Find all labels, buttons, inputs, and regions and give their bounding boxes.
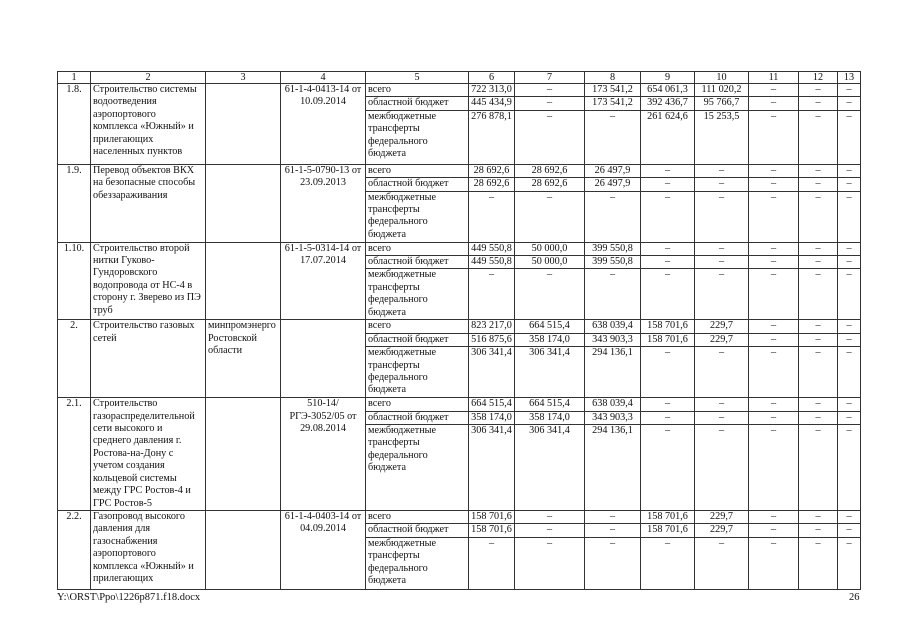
value-cell: 173 541,2	[585, 97, 641, 110]
funding-source: областной бюджет	[366, 178, 469, 191]
value-cell: –	[749, 110, 799, 164]
value-cell: –	[749, 425, 799, 511]
value-cell: 516 875,6	[469, 333, 515, 346]
value-cell: 158 701,6	[641, 524, 695, 537]
value-cell: –	[641, 178, 695, 191]
funding-source: межбюджетные трансферты федерального бюджета	[366, 110, 469, 164]
value-cell: –	[799, 333, 838, 346]
funding-source: областной бюджет	[366, 256, 469, 269]
funding-source: всего	[366, 511, 469, 524]
item-executor	[206, 84, 281, 165]
value-cell: 15 253,5	[695, 110, 749, 164]
value-cell: 343 903,3	[585, 411, 641, 424]
column-number: 8	[585, 72, 641, 84]
value-cell: –	[838, 333, 861, 346]
value-cell: 294 136,1	[585, 347, 641, 398]
value-cell: 722 313,0	[469, 84, 515, 97]
value-cell: –	[695, 242, 749, 255]
item-name: Строительство системы водоотведения аэропортового комплекса «Южный» и прилегающих населенных пунктов	[91, 84, 206, 165]
item-number: 1.8.	[58, 84, 91, 165]
value-cell: 229,7	[695, 333, 749, 346]
value-cell: –	[641, 242, 695, 255]
value-cell: 158 701,6	[469, 524, 515, 537]
funding-source: межбюджетные трансферты федерального бюджета	[366, 347, 469, 398]
value-cell: –	[838, 537, 861, 589]
value-cell: –	[838, 110, 861, 164]
value-cell: 306 341,4	[469, 425, 515, 511]
funding-source: всего	[366, 398, 469, 411]
value-cell: –	[695, 425, 749, 511]
funding-source: межбюджетные трансферты федерального бюджета	[366, 425, 469, 511]
value-cell: –	[838, 256, 861, 269]
item-document: 61-1-4-0413-14 от 10.09.2014	[281, 84, 366, 165]
value-cell: –	[695, 398, 749, 411]
value-cell: –	[799, 110, 838, 164]
value-cell: –	[749, 511, 799, 524]
value-cell: 638 039,4	[585, 320, 641, 333]
value-cell: 229,7	[695, 320, 749, 333]
value-cell: –	[799, 178, 838, 191]
item-document	[281, 320, 366, 398]
value-cell: 445 434,9	[469, 97, 515, 110]
column-number: 12	[799, 72, 838, 84]
value-cell: –	[641, 411, 695, 424]
value-cell: 664 515,4	[469, 398, 515, 411]
value-cell: –	[515, 269, 585, 320]
value-cell: 449 550,8	[469, 242, 515, 255]
value-cell: –	[695, 411, 749, 424]
value-cell: –	[695, 537, 749, 589]
value-cell: 823 217,0	[469, 320, 515, 333]
item-number: 2.	[58, 320, 91, 398]
value-cell: –	[799, 411, 838, 424]
item-number: 1.10.	[58, 242, 91, 320]
item-document: 510-14/РГЭ-3052/05 от 29.08.2014	[281, 398, 366, 511]
column-number: 7	[515, 72, 585, 84]
value-cell: –	[838, 347, 861, 398]
value-cell: –	[641, 256, 695, 269]
value-cell: –	[641, 191, 695, 242]
value-cell: –	[838, 191, 861, 242]
funding-source: областной бюджет	[366, 524, 469, 537]
value-cell: 173 541,2	[585, 84, 641, 97]
value-cell: –	[585, 511, 641, 524]
value-cell: –	[515, 84, 585, 97]
value-cell: 654 061,3	[641, 84, 695, 97]
value-cell: 358 174,0	[515, 411, 585, 424]
item-name: Газопровод высокого давления для газоснабжения аэропортового комплекса «Южный» и прилегающих	[91, 511, 206, 590]
value-cell: 306 341,4	[515, 425, 585, 511]
funding-source: областной бюджет	[366, 411, 469, 424]
value-cell: –	[799, 524, 838, 537]
value-cell: 399 550,8	[585, 242, 641, 255]
value-cell: –	[749, 164, 799, 177]
value-cell: –	[799, 97, 838, 110]
value-cell: 26 497,9	[585, 164, 641, 177]
value-cell: –	[749, 411, 799, 424]
item-number: 1.9.	[58, 164, 91, 242]
value-cell: 28 692,6	[469, 164, 515, 177]
value-cell: –	[695, 269, 749, 320]
value-cell: 343 903,3	[585, 333, 641, 346]
file-path: Y:\ORST\Ppo\1226p871.f18.docx	[57, 592, 201, 603]
value-cell: –	[799, 320, 838, 333]
value-cell: –	[799, 256, 838, 269]
value-cell: –	[838, 425, 861, 511]
item-document: 61-1-4-0403-14 от 04.09.2014	[281, 511, 366, 590]
value-cell: –	[799, 425, 838, 511]
column-number: 1	[58, 72, 91, 84]
value-cell: –	[749, 97, 799, 110]
value-cell: –	[799, 242, 838, 255]
budget-table	[57, 71, 861, 590]
value-cell: –	[838, 84, 861, 97]
item-name: Строительство газораспределительной сети высокого и среднего давления г. Ростова-на-Дону с учетом создания кольцевой системы между ГРС Ростов-4 и ГРС Ростов-5	[91, 398, 206, 511]
value-cell: –	[799, 269, 838, 320]
item-executor	[206, 242, 281, 320]
value-cell: –	[799, 84, 838, 97]
value-cell: 28 692,6	[515, 164, 585, 177]
table-row	[58, 398, 861, 411]
funding-source: всего	[366, 164, 469, 177]
value-cell: –	[641, 269, 695, 320]
item-name: Перевод объектов ВКХ на безопасные способы обеззараживания	[91, 164, 206, 242]
value-cell: –	[585, 524, 641, 537]
funding-source: областной бюджет	[366, 333, 469, 346]
table-row	[58, 320, 861, 333]
value-cell: 306 341,4	[515, 347, 585, 398]
value-cell: 229,7	[695, 524, 749, 537]
item-name: Строительство газовых сетей	[91, 320, 206, 398]
funding-source: всего	[366, 242, 469, 255]
value-cell: 358 174,0	[469, 411, 515, 424]
value-cell: 261 624,6	[641, 110, 695, 164]
value-cell: 158 701,6	[641, 511, 695, 524]
value-cell: –	[695, 164, 749, 177]
value-cell: –	[749, 524, 799, 537]
column-number: 11	[749, 72, 799, 84]
value-cell: –	[838, 97, 861, 110]
table-row	[58, 511, 861, 524]
item-executor	[206, 164, 281, 242]
column-number: 4	[281, 72, 366, 84]
value-cell: 399 550,8	[585, 256, 641, 269]
item-executor	[206, 398, 281, 511]
value-cell: 158 701,6	[641, 320, 695, 333]
value-cell: –	[641, 398, 695, 411]
value-cell: –	[515, 191, 585, 242]
value-cell: –	[515, 97, 585, 110]
value-cell: –	[695, 191, 749, 242]
value-cell: 664 515,4	[515, 398, 585, 411]
column-number: 10	[695, 72, 749, 84]
table-row	[58, 84, 861, 97]
funding-source: межбюджетные трансферты федерального бюджета	[366, 191, 469, 242]
value-cell: –	[515, 524, 585, 537]
value-cell: –	[749, 191, 799, 242]
value-cell: 449 550,8	[469, 256, 515, 269]
table-row	[58, 242, 861, 255]
value-cell: –	[799, 347, 838, 398]
value-cell: –	[749, 256, 799, 269]
value-cell: –	[585, 269, 641, 320]
value-cell: 158 701,6	[469, 511, 515, 524]
item-number: 2.2.	[58, 511, 91, 590]
value-cell: –	[641, 425, 695, 511]
value-cell: 50 000,0	[515, 256, 585, 269]
funding-source: всего	[366, 84, 469, 97]
value-cell: –	[799, 398, 838, 411]
value-cell: 28 692,6	[515, 178, 585, 191]
column-number: 13	[838, 72, 861, 84]
value-cell: 392 436,7	[641, 97, 695, 110]
value-cell: –	[515, 537, 585, 589]
value-cell: 276 878,1	[469, 110, 515, 164]
value-cell: –	[585, 191, 641, 242]
value-cell: 158 701,6	[641, 333, 695, 346]
value-cell: –	[799, 164, 838, 177]
value-cell: –	[695, 347, 749, 398]
value-cell: –	[515, 110, 585, 164]
funding-source: областной бюджет	[366, 97, 469, 110]
value-cell: –	[838, 178, 861, 191]
value-cell: 306 341,4	[469, 347, 515, 398]
column-number: 3	[206, 72, 281, 84]
value-cell: –	[469, 537, 515, 589]
value-cell: –	[838, 411, 861, 424]
value-cell: –	[749, 84, 799, 97]
item-document: 61-1-5-0314-14 от 17.07.2014	[281, 242, 366, 320]
item-number: 2.1.	[58, 398, 91, 511]
page-number: 26	[849, 592, 860, 603]
item-document: 61-1-5-0790-13 от 23.09.2013	[281, 164, 366, 242]
funding-source: всего	[366, 320, 469, 333]
value-cell: –	[585, 110, 641, 164]
value-cell: –	[749, 347, 799, 398]
value-cell: 638 039,4	[585, 398, 641, 411]
value-cell: –	[749, 537, 799, 589]
value-cell: –	[838, 164, 861, 177]
table-row	[58, 164, 861, 177]
column-number: 2	[91, 72, 206, 84]
item-executor	[206, 511, 281, 590]
value-cell: 358 174,0	[515, 333, 585, 346]
value-cell: –	[749, 178, 799, 191]
value-cell: –	[838, 320, 861, 333]
value-cell: –	[749, 320, 799, 333]
item-executor: минпромэнерго Ростовской области	[206, 320, 281, 398]
value-cell: 294 136,1	[585, 425, 641, 511]
value-cell: –	[469, 191, 515, 242]
value-cell: –	[695, 256, 749, 269]
value-cell: 229,7	[695, 511, 749, 524]
value-cell: –	[838, 242, 861, 255]
value-cell: –	[749, 398, 799, 411]
value-cell: 26 497,9	[585, 178, 641, 191]
value-cell: –	[469, 269, 515, 320]
column-number: 6	[469, 72, 515, 84]
column-number: 5	[366, 72, 469, 84]
funding-source: межбюджетные трансферты федерального бюджета	[366, 537, 469, 589]
value-cell: –	[641, 347, 695, 398]
value-cell: 111 020,2	[695, 84, 749, 97]
value-cell: –	[799, 537, 838, 589]
value-cell: 95 766,7	[695, 97, 749, 110]
value-cell: 664 515,4	[515, 320, 585, 333]
value-cell: –	[799, 511, 838, 524]
value-cell: 50 000,0	[515, 242, 585, 255]
funding-source: межбюджетные трансферты федерального бюджета	[366, 269, 469, 320]
value-cell: 28 692,6	[469, 178, 515, 191]
value-cell: –	[749, 269, 799, 320]
item-name: Строительство второй нитки Гуково-Гундоровского водопровода от НС-4 в сторону г. Зверево из ПЭ труб	[91, 242, 206, 320]
value-cell: –	[641, 537, 695, 589]
value-cell: –	[749, 242, 799, 255]
value-cell: –	[838, 524, 861, 537]
value-cell: –	[695, 178, 749, 191]
value-cell: –	[641, 164, 695, 177]
value-cell: –	[838, 269, 861, 320]
value-cell: –	[799, 191, 838, 242]
value-cell: –	[838, 511, 861, 524]
value-cell: –	[515, 511, 585, 524]
column-number-row	[58, 72, 861, 84]
column-number: 9	[641, 72, 695, 84]
value-cell: –	[838, 398, 861, 411]
value-cell: –	[585, 537, 641, 589]
value-cell: –	[749, 333, 799, 346]
